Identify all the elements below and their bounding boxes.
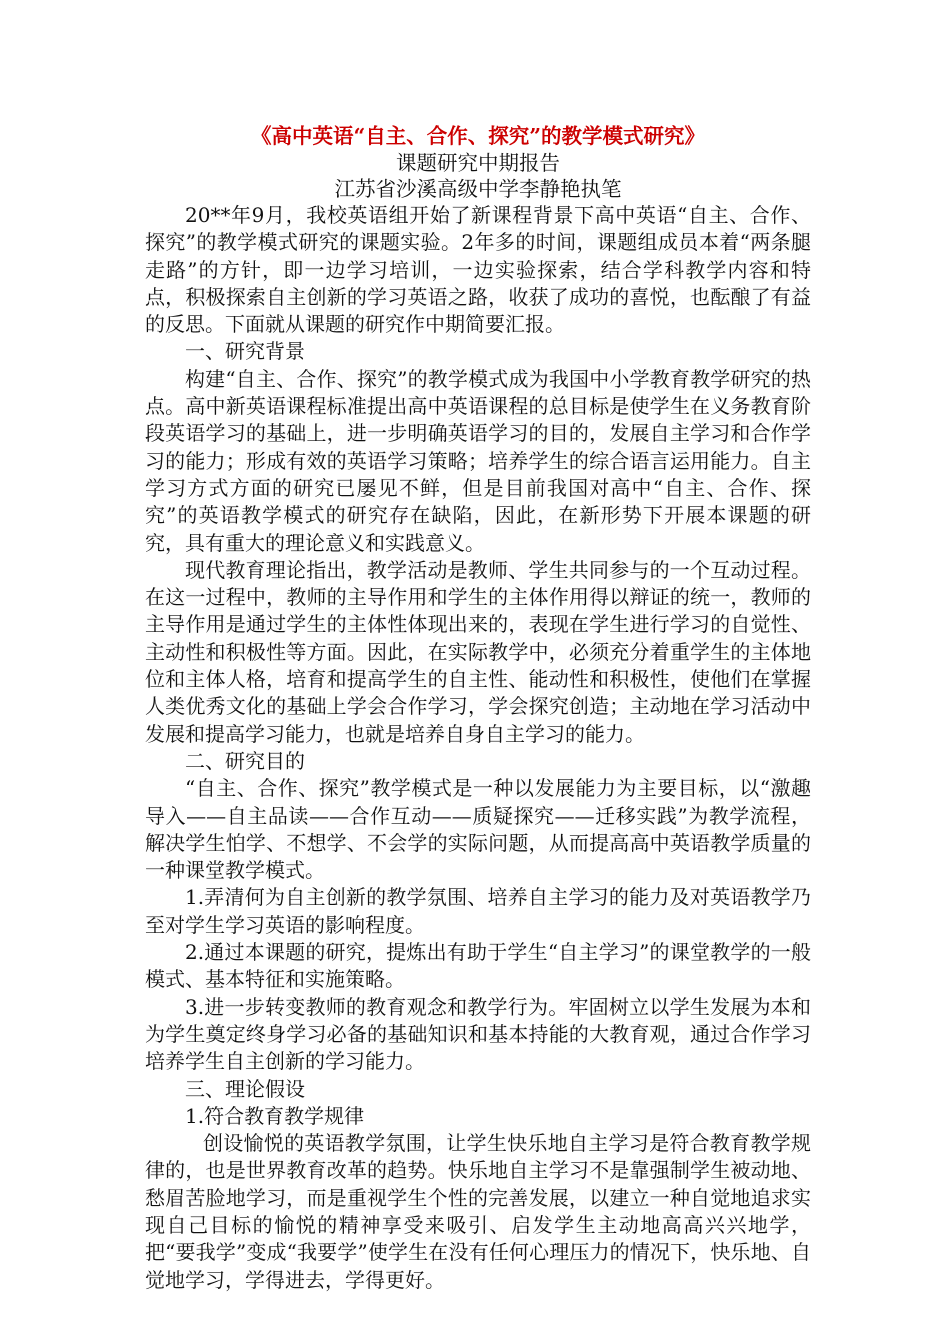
purpose-paragraph: “自主、合作、探究”教学模式是一种以发展能力为主要目标，以“激趣导入——自主品读——合作互动——质疑探究——迁移实践”为教学流程，解决学生怕学、不想学、不会学的实际问题，从而提高高中英语教学质量的一种课堂教学模式。: [145, 776, 811, 883]
hypothesis-paragraph-1: 创设愉悦的英语教学氛围，让学生快乐地自主学习是符合教育教学规律的，也是世界教育改革的趋势。快乐地自主学习不是靠强制学生被动地、愁眉苦脸地学习，而是重视学生个性的完善发展，以建立一种自觉地追求实现自己目标的愉悦的精神享受来吸引、启发学生主动地高高兴兴地学，把“要我学”变成“我要学”使学生在没有任何心理压力的情况下，快乐地、自觉地学习，学得进去，学得更好。: [145, 1131, 811, 1292]
background-paragraph-2: 现代教育理论指出，教学活动是教师、学生共同参与的一个互动过程。在这一过程中，教师的主导作用和学生的主体作用得以辩证的统一，教师的主导作用是通过学生的主体性体现出来的，表现在学生进行学习的自觉性、主动性和积极性等方面。因此，在实际教学中，必须充分着重学生的主体地位和主体人格，培育和提高学生的自主性、能动性和积极性，使他们在掌握人类优秀文化的基础上学会合作学习，学会探究创造；主动地在学习活动中发展和提高学习能力，也就是培养自身自主学习的能力。: [145, 557, 811, 746]
purpose-item-1: 1.弄清何为自主创新的教学氛围、培养自主学习的能力及对英语教学乃至对学生学习英语的影响程度。: [145, 885, 811, 937]
document-subtitle: 课题研究中期报告: [396, 151, 560, 175]
document-title: 《高中英语“自主、合作、探究”的教学模式研究》: [250, 124, 706, 148]
purpose-item-2: 2.通过本课题的研究，提炼出有助于学生“自主学习”的课堂教学的一般模式、基本特征和实施策略。: [145, 940, 811, 992]
section-heading-background: 一、研究背景: [185, 339, 305, 364]
document-body: [145, 202, 811, 1294]
purpose-item-3: 3.进一步转变教师的教育观念和教学行为。牢固树立以学生发展为本和为学生奠定终身学习必备的基础知识和基本持能的大教育观，通过合作学习培养学生自主创新的学习能力。: [145, 994, 811, 1074]
document-page: [145, 122, 811, 1294]
background-paragraph-1: 构建“自主、合作、探究”的教学模式成为我国中小学教育教学研究的热点。高中新英语课程标准提出高中英语课程的总目标是使学生在义务教育阶段英语学习的基础上，进一步明确英语学习的目的，发展自主学习和合作学习的能力；形成有效的英语学习策略；培养学生的综合语言运用能力。自主学习方式方面的研究已屡见不鲜，但是目前我国对高中“自主、合作、探究”的英语教学模式的研究存在缺陷，因此，在新形势下开展本课题的研究，具有重大的理论意义和实践意义。: [145, 366, 811, 555]
section-heading-purpose: 二、研究目的: [185, 748, 305, 773]
hypothesis-subheading-1: 1.符合教育教学规律: [185, 1103, 365, 1128]
document-author: 江苏省沙溪高级中学李静艳执笔: [334, 177, 622, 201]
intro-paragraph: 20**年9月，我校英语组开始了新课程背景下高中英语“自主、合作、探究”的教学模式研究的课题实验。2年多的时间，课题组成员本着“两条腿走路”的方针，即一边学习培训，一边实验探索，结合学科教学内容和特点，积极探索自主创新的学习英语之路，收获了成功的喜悦，也酝酿了有益的反思。下面就从课题的研究作中期简要汇报。: [145, 203, 811, 337]
section-heading-hypothesis: 三、理论假设: [185, 1076, 305, 1101]
